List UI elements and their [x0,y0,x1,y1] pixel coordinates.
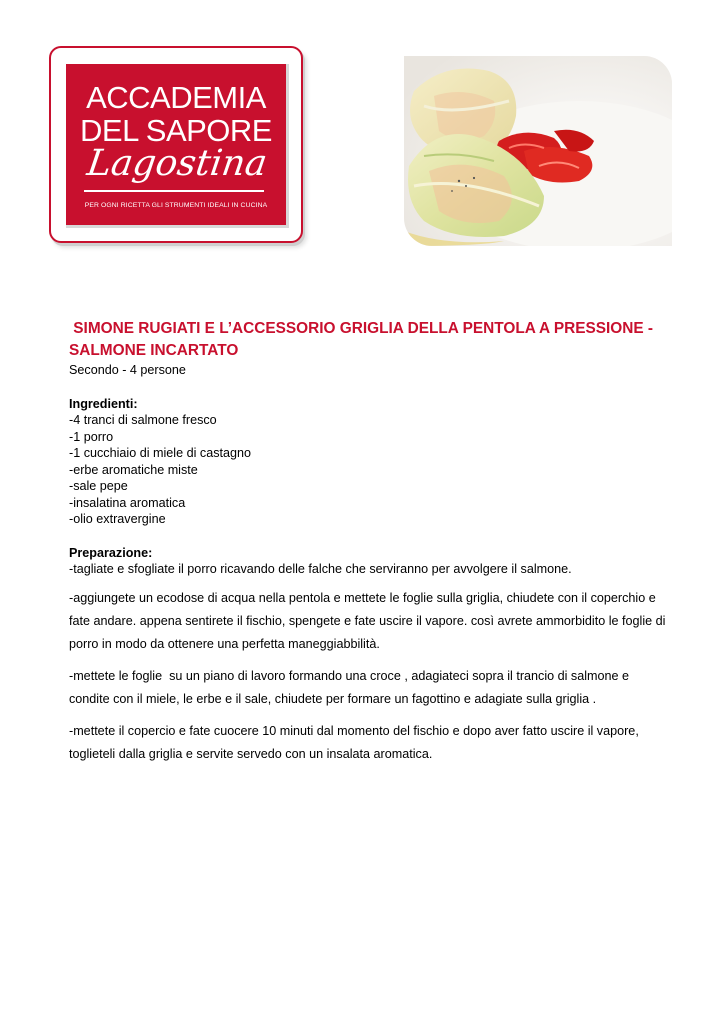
recipe-title-line-1: SIMONE RUGIATI E L’ACCESSORIO GRIGLIA DELLA PENTOLA A PRESSIONE - [69,320,654,337]
recipe-content [69,318,669,766]
preparation-step: toglieteli dalla griglia e servite servedo con un insalata aromatica. [69,746,433,761]
preparation-step: -tagliate e sfogliate il porro ricavando delle falche che serviranno per avvolgere il salmone. [69,562,572,576]
preparation-step: fate andare. appena sentirete il fischio, spengete e fate uscire il vapore. così avrete ammorbidito le foglie di [69,613,666,628]
recipe-title-line-2: SALMONE INCARTATO [69,342,239,359]
recipe-subtitle: Secondo - 4 persone [69,363,186,377]
logo-tagline: PER OGNI RICETTA GLI STRUMENTI IDEALI IN CUCINA [84,202,268,209]
ingredient-item: -1 cucchiaio di miele di castagno [69,446,252,460]
logo-brand: Lagostina [84,143,270,184]
ingredient-item: -insalatina aromatica [69,495,186,510]
preparation-step: -mettete il copercio e fate cuocere 10 minuti dal momento del fischio e dopo aver fatto uscire il vapore, [69,723,639,738]
logo-panel [66,64,289,228]
ingredients-heading: Ingredienti: [69,396,138,411]
food-illustration [404,56,672,246]
food-photo [404,56,672,246]
ingredient-item: -olio extravergine [69,512,166,526]
logo-line-2: DEL SAPORE [80,113,272,148]
logo-underline [84,190,264,192]
preparation-step: -aggiungete un ecodose di acqua nella pentola e mettete le foglie sulla griglia, chiudete con il coperchio e [69,590,656,605]
ingredient-item: -1 porro [69,429,114,444]
preparation-heading: Preparazione: [69,545,153,560]
preparation-step: porro in modo da ottenere una perfetta maneggiabbilità. [69,636,380,651]
logo [49,46,303,243]
ingredient-item: -erbe aromatiche miste [69,462,198,477]
preparation-step: condite con il miele, le erbe e il sale, chiudete per formare un fagottino e adagiate sulla griglia . [69,691,597,706]
ingredient-item: -4 tranci di salmone fresco [69,413,217,427]
logo-line-1: ACCADEMIA [86,80,266,115]
preparation-step: -mettete le foglie su un piano di lavoro formando una croce , adagiateci sopra il trancio di salmone e [69,668,630,683]
ingredient-item: -sale pepe [69,479,128,493]
